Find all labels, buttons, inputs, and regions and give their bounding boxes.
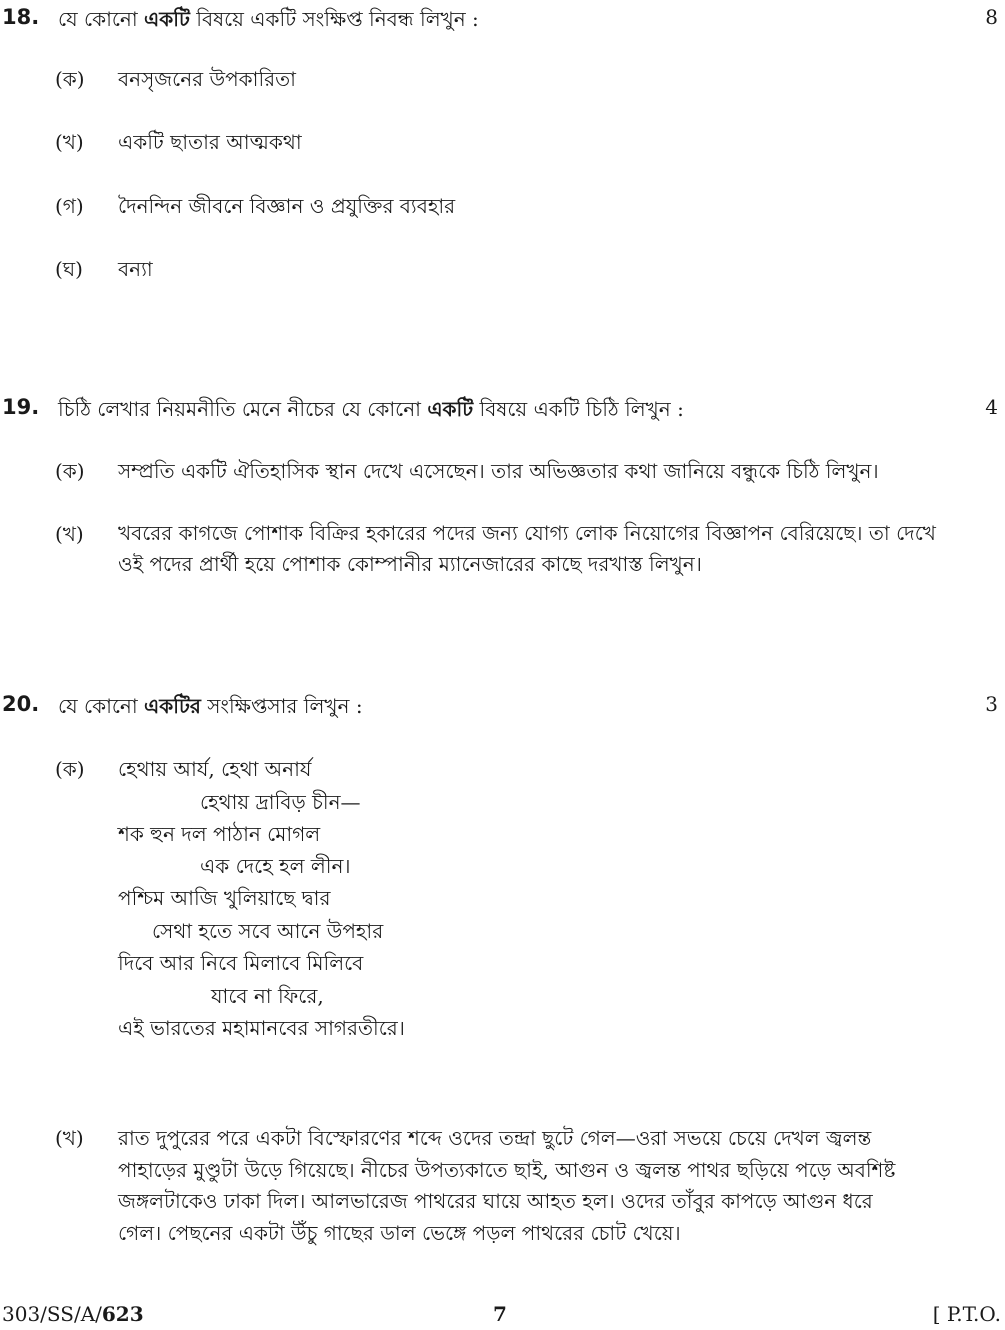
option-label: (গ) bbox=[55, 194, 84, 218]
paragraph-line: গেল। পেছনের একটা উঁচু গাছের ডাল ভেঙ্গে পড়ল পাথরের চোট খেয়ে। bbox=[118, 1221, 681, 1245]
question-text-part: যে কোনো bbox=[58, 7, 145, 31]
paragraph-line: জঙ্গলটাকেও ঢাকা দিল। আলভারেজ পাথরের ঘায়ে আহত হল। ওদের তাঁবুর কাপড়ে আগুন ধরে bbox=[118, 1189, 873, 1213]
question-text bbox=[58, 5, 479, 38]
poem-line: পশ্চিম আজি খুলিয়াছে দ্বার bbox=[118, 886, 331, 910]
poem-line: হেথায় দ্রাবিড় চীন— bbox=[200, 790, 361, 814]
poem-line: দিবে আর নিবে মিলাবে মিলিবে bbox=[118, 951, 364, 975]
question-text-emphasis: একটির bbox=[144, 694, 201, 718]
poem-line: এই ভারতের মহামানবের সাগরতীরে। bbox=[118, 1016, 405, 1040]
option-label: (খ) bbox=[55, 1126, 84, 1150]
question-text bbox=[58, 395, 684, 428]
question-text-part: সংক্ষিপ্তসার লিখুন : bbox=[200, 694, 363, 718]
page-number: 7 bbox=[493, 1302, 507, 1326]
paper-code-prefix: 303/SS/A/ bbox=[2, 1302, 102, 1326]
option-label: (ঘ) bbox=[55, 257, 83, 281]
option-text: বনসৃজনের উপকারিতা bbox=[118, 67, 296, 91]
question-marks: 3 bbox=[985, 692, 998, 716]
paper-code-number: 623 bbox=[101, 1302, 144, 1326]
paragraph-line: পাহাড়ের মুণ্ডুটা উড়ে গিয়েছে। নীচের উপত্যকাতে ছাই, আগুন ও জ্বলন্ত পাথর ছড়িয়ে পড়ে অবশিষ্ট bbox=[118, 1158, 896, 1182]
question-marks: 8 bbox=[985, 5, 998, 29]
option-label: (ক) bbox=[55, 67, 85, 91]
poem-line: যাবে না ফিরে, bbox=[211, 984, 324, 1008]
question-marks: 4 bbox=[985, 395, 998, 419]
poem-line: এক দেহে হল লীন। bbox=[200, 854, 351, 878]
question-text-part: বিষয়ে একটি চিঠি লিখুন : bbox=[473, 397, 684, 421]
question-number: 18. bbox=[2, 5, 40, 29]
option-label: (ক) bbox=[55, 757, 85, 781]
poem-line: হেথায় আর্য, হেথা অনার্য bbox=[118, 757, 312, 781]
option-text: খবরের কাগজে পোশাক বিক্রির হকারের পদের জন্য যোগ্য লোক নিয়োগের বিজ্ঞাপন বেরিয়েছে। তা দেখে ওই পদের প্রার্থী হয়ে পোশাক কোম্পানীর ম্যানেজারের কাছে দরখাস্ত লিখুন। bbox=[118, 521, 936, 576]
option-text: দৈনন্দিন জীবনে বিজ্ঞান ও প্রযুক্তির ব্যবহার bbox=[118, 194, 456, 218]
pto-note: [ P.T.O. bbox=[932, 1302, 1001, 1326]
option-text: একটি ছাতার আত্মকথা bbox=[118, 130, 302, 154]
question-text-emphasis: একটি bbox=[144, 7, 190, 31]
poem-line: সেথা হতে সবে আনে উপহার bbox=[152, 919, 384, 943]
paper-code bbox=[2, 1302, 144, 1326]
question-number: 20. bbox=[2, 692, 40, 716]
option-text: বন্যা bbox=[118, 257, 153, 281]
question-text-part: যে কোনো bbox=[58, 694, 145, 718]
option-text: সম্প্রতি একটি ঐতিহাসিক স্থান দেখে এসেছেন। তার অভিজ্ঞতার কথা জানিয়ে বন্ধুকে চিঠি লিখুন। bbox=[118, 459, 879, 483]
question-text-part: বিষয়ে একটি সংক্ষিপ্ত নিবন্ধ লিখুন : bbox=[189, 7, 479, 31]
poem-line: শক হুন দল পাঠান মোগল bbox=[118, 822, 321, 846]
question-text-emphasis: একটি bbox=[427, 397, 474, 421]
option-label: (খ) bbox=[55, 130, 84, 154]
question-text-part: চিঠি লেখার নিয়মনীতি মেনে নীচের যে কোনো bbox=[58, 397, 428, 421]
question-number: 19. bbox=[2, 395, 40, 419]
question-text bbox=[58, 692, 363, 725]
paragraph-line: রাত দুপুরের পরে একটা বিস্ফোরণের শব্দে ওদের তন্দ্রা ছুটে গেল—ওরা সভয়ে চেয়ে দেখল জ্বলন্ত bbox=[118, 1126, 872, 1150]
option-label: (খ) bbox=[55, 522, 84, 546]
option-label: (ক) bbox=[55, 459, 85, 483]
